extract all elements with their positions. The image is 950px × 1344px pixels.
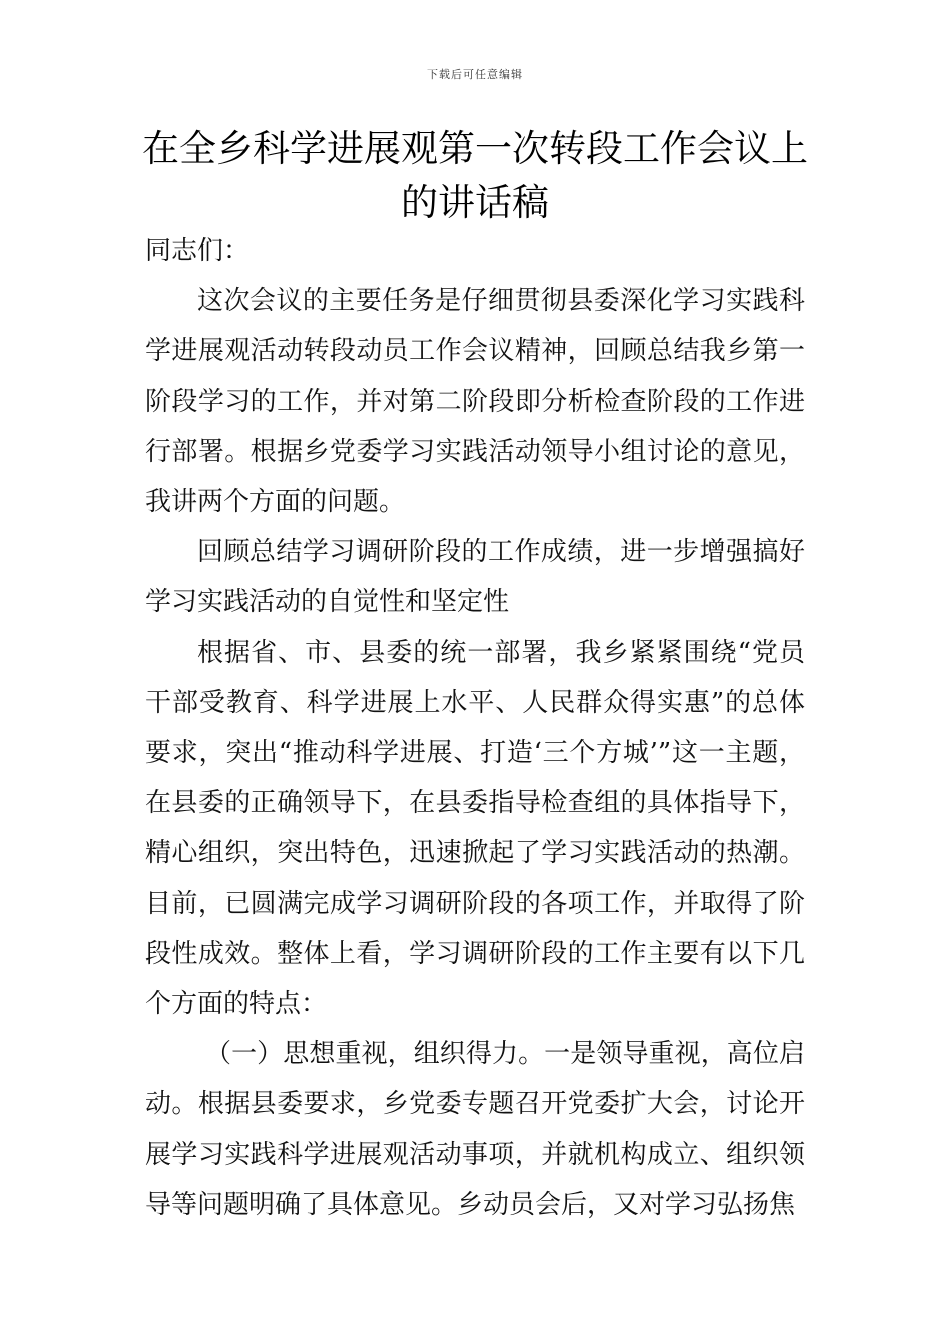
document-title: 在全乡科学进展观第一次转段工作会议上的讲话稿 <box>142 127 808 224</box>
section-heading: 回顾总结学习调研阶段的工作成绩，进一步增强搞好学习实践活动的自觉性和坚定性 <box>145 537 805 618</box>
salutation: 同志们： <box>145 236 250 266</box>
header-note: 下载后可任意编辑 <box>427 68 523 81</box>
document-body <box>145 226 805 1230</box>
paragraph-intro: 这次会议的主要任务是仔细贯彻县委深化学习实践科学进展观活动转段动员工作会议精神，回顾总结我乡第一阶段学习的工作，并对第二阶段即分析检查阶段的工作进行部署。根据乡党委学习实践活动领导小组讨论的意见，我讲两个方面的问题。 <box>145 286 805 518</box>
paragraph-overview: 根据省、市、县委的统一部署，我乡紧紧围绕“党员干部受教育、科学进展上水平、人民群众得实惠”的总体要求，突出“推动科学进展、打造‘三个方城’”这一主题，在县委的正确领导下，在县委指导检查组的具体指导下，精心组织，突出特色，迅速掀起了学习实践活动的热潮。目前，已圆满完成学习调研阶段的各项工作，并取得了阶段性成效。整体上看，学习调研阶段的工作主要有以下几个方面的特点： <box>145 637 805 1020</box>
paragraph-point-one: （一）思想重视，组织得力。一是领导重视，高位启动。根据县委要求，乡党委专题召开党委扩大会，讨论开展学习实践科学进展观活动事项，并就机构成立、组织领导等问题明确了具体意见。乡动员会后，又对学习弘扬焦 <box>145 1039 805 1220</box>
